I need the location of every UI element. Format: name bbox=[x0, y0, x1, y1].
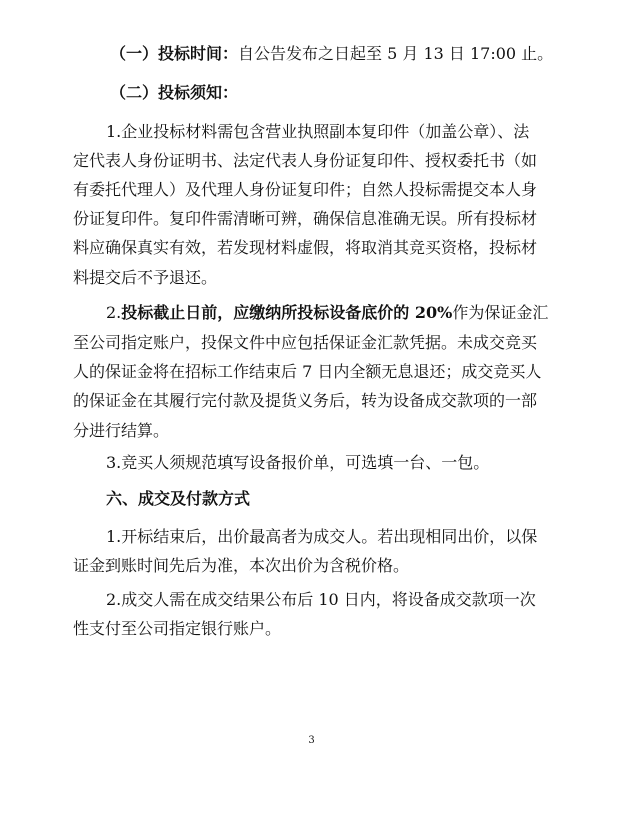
item1-line-2: 定代表人身份证明书、法定代表人身份证复印件、授权委托书（如 bbox=[73, 151, 538, 170]
item2-line-3: 人的保证金将在招标工作结束后 7 日内全额无息退还；成交竞买人 bbox=[73, 362, 542, 381]
item3-line: 3.竞买人须规范填写设备报价单，可选填一台、一包。 bbox=[106, 453, 490, 472]
bid-time-line bbox=[110, 44, 623, 64]
section6-item1-line-2: 证金到账时间先后为准，本次出价为含税价格。 bbox=[73, 556, 410, 575]
section6-item2-line-2: 性支付至公司指定银行账户。 bbox=[73, 619, 282, 638]
item2-rest-text: 作为保证金汇 bbox=[452, 303, 549, 322]
item1-line-5: 料应确保真实有效，若发现材料虚假，将取消其竞买资格，投标材 bbox=[73, 238, 538, 257]
item2-line-1 bbox=[106, 303, 623, 323]
section6-heading: 六、成交及付款方式 bbox=[106, 489, 251, 508]
item1-line-1: 1.企业投标材料需包含营业执照副本复印件（加盖公章）、法 bbox=[106, 122, 530, 141]
bid-time-label: （一）投标时间： bbox=[110, 44, 239, 63]
section6-item2-line-1: 2.成交人需在成交结果公布后 10 日内，将设备成交款项一次 bbox=[106, 590, 536, 609]
item2-line-2: 至公司指定账户，投保文件中应包括保证金汇款凭据。未成交竞买 bbox=[73, 333, 538, 352]
item2-line-4: 的保证金在其履行完付款及提货义务后，转为设备成交款项的一部 bbox=[73, 391, 538, 410]
item1-line-4: 份证复印件。复印件需清晰可辨，确保信息准确无误。所有投标材 bbox=[73, 209, 538, 228]
section6-item1-line-1: 1.开标结束后，出价最高者为成交人。若出现相同出价，以保 bbox=[106, 527, 538, 546]
item2-bold-text: 投标截止日前，应缴纳所投标设备底价的 20% bbox=[121, 303, 453, 322]
bid-notice-heading: （二）投标须知： bbox=[110, 83, 239, 102]
item2-line-5: 分进行结算。 bbox=[73, 421, 170, 440]
item1-line-6: 料提交后不予退还。 bbox=[73, 268, 218, 287]
bid-time-text: 自公告发布之日起至 5 月 13 日 17:00 止。 bbox=[238, 44, 554, 63]
item2-prefix: 2. bbox=[106, 303, 122, 322]
page-number: 3 bbox=[308, 735, 315, 746]
item1-line-3: 有委托代理人）及代理人身份证复印件；自然人投标需提交本人身 bbox=[73, 180, 538, 199]
